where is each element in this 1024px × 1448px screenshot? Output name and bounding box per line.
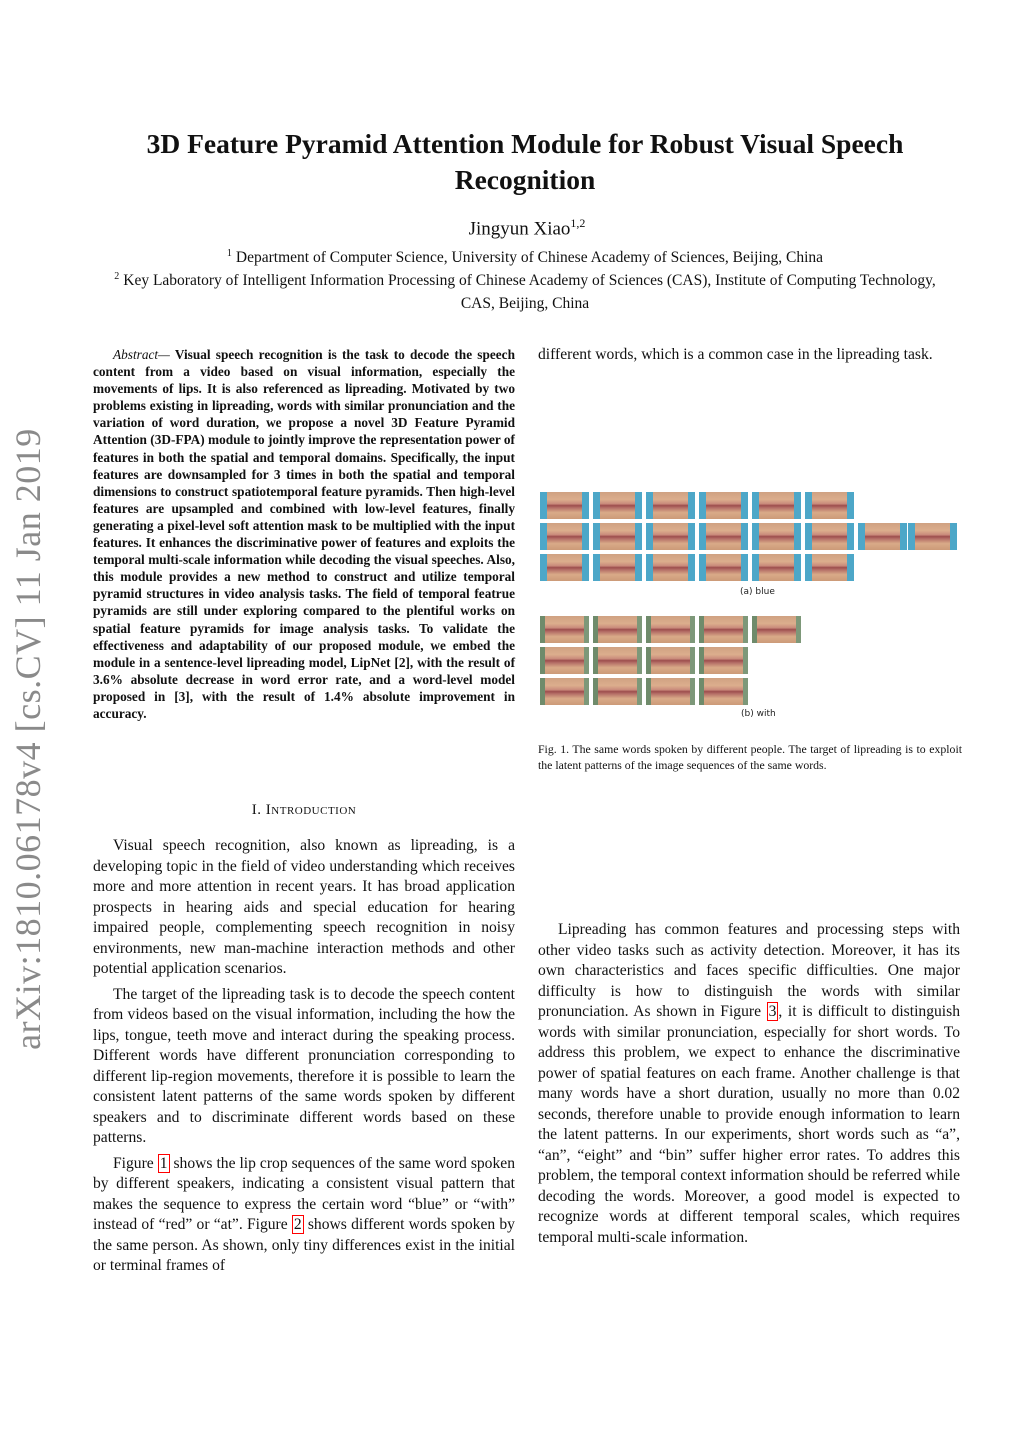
lip-frame [805,523,854,550]
lip-frame [646,616,695,643]
figure-1-caption: Fig. 1. The same words spoken by different people. The target of lipreading is to exploit the latent patterns of the image sequences of the same words. [538,742,962,772]
paragraph-text: , it is difficult to distinguish words with similar pronunciation, especially for short words. To address this problem, we expect to enhance the discriminative power of spatial features on each frame. Another challenge is that many words have a short duration, usually no more than 0.02 seconds, therefore unable to provide enough information to learn the latent patterns. In our experiments, short words such as “a”, “an”, “eight” and “bin” suffer higher error rates. To addres this problem, the temporal context information should be referred while decoding the words. Moreover, a good model is expected to recognize words at different temporal scales, which requires temporal multi-scale information. [538,1003,960,1246]
affiliation-2 [110,265,940,315]
lip-frame [593,678,642,705]
left-column-body [93,836,515,1282]
lip-frame [646,678,695,705]
section-number: I. [251,802,262,818]
lip-frame [908,523,957,550]
lip-frame [593,492,642,519]
figure-2-link[interactable]: 2 [293,1216,302,1233]
lip-frame [540,616,589,643]
section-heading-introduction [93,802,515,819]
lip-frame [646,492,695,519]
lip-frame [593,616,642,643]
lip-frame [593,523,642,550]
paragraph-text: Lipreading has common features and processing steps with other video tasks such as activity detection. Moreover, it has its own characteristics and faces specific difficulties. One major difficulty is how to distinguish the words with similar pronunciation. As shown in Figure [538,921,960,1020]
paragraph-text: shows different words spoken by the same person. As shown, only tiny differences exist in the initial or terminal frames of [93,1216,515,1274]
lip-frame [540,647,589,674]
continuation-paragraph: different words, which is a common case in the lipreading task. [538,346,933,363]
lip-frame [540,492,589,519]
intro-paragraph-2: The target of the lipreading task is to decode the speech content from videos based on the visual information, including the how the lips, tongue, teeth move and interact during the speaking process. Different words have different pronunciation corresponding to different lip-region movements, therefore it is possible to learn the consistent latent patterns of the same words spoken by different speakers and to discriminate different words based on these patterns. [93,985,515,1146]
affiliation-mark: 1 [226,248,232,259]
affiliation-text: Department of Computer Science, University of Chinese Academy of Sciences, Beijing, China [235,249,824,267]
affiliation-mark: 2 [114,271,120,282]
figure-1-link[interactable]: 1 [159,1154,168,1172]
lip-frame [540,523,589,550]
author [0,216,1024,240]
arxiv-identifier: arXiv:1810.06178v4 [cs.CV] 11 Jan 2019 [8,428,48,1050]
abstract-body: Visual speech recognition is the task to decode the speech content from a video based on visual information, especially the movements of lips. It is also referenced as lipreading. Motivated by two problems existing in lipreading, words with similar pronunciation and the variation of word duration, we propose a novel 3D Feature Pyramid Attention (3D-FPA) module to jointly improve the representation power of features in both the spatial and temporal domains. Specifically, the input features are downsampled for 3 times in both the spatial and temporal dimensions to construct spatiotemporal feature pyramids. Then high-level features are upsampled and combined with low-level features, finally generating a pixel-level soft attention mask to be multiplied with the input features. It enhances the discriminative power of features and exploits the temporal multi-scale information while decoding the visual speeches. Also, this module provides a new method to construct and utilize temporal pyramid structures in video analysis tasks. The field of temporal featrue pyramids are still under exploring compared to the plentiful works on spatial feature pyramids for image analysis tasks. To validate the effectiveness and adaptability of our proposed module, we embed the module in a sentence-level lipreading model, LipNet [2], with the result of 3.6% absolute decrease in word error rate, and a word-level model proposed in [3], with the result of 1.4% absolute improvement in accuracy. [93,347,515,721]
lip-frame [752,616,801,643]
figure-1 [540,492,960,722]
lip-frame [646,647,695,674]
lip-frame [699,554,748,581]
lip-frame [858,523,907,550]
lip-frame [805,554,854,581]
subfigure-a-caption: (a) blue [740,587,775,597]
lip-frame [593,554,642,581]
author-name: Jingyun Xiao [468,218,571,240]
lip-frame [540,678,589,705]
figure-3-link[interactable]: 3 [768,1003,777,1020]
author-affiliation-marks: 1,2 [570,216,586,230]
intro-paragraph-3 [93,1154,515,1277]
lip-frame [646,523,695,550]
lip-frame [540,554,589,581]
subfigure-b-caption: (b) with [741,709,776,719]
lip-frame [699,647,748,674]
paragraph-text: shows the lip crop sequences of the same word spoken by different speakers, indicating a consistent visual pattern that makes the sequence to express the certain word “blue” or “with” instead of “red” or “at”. Figure [93,1154,515,1233]
lip-frame [646,554,695,581]
lip-frame [752,492,801,519]
abstract-lead: Abstract— [113,347,170,362]
lip-frame [699,492,748,519]
right-column-continuation [538,345,960,371]
section-title: Introduction [265,802,357,818]
affiliation-text: Key Laboratory of Intelligent Information Processing of Chinese Academy of Sciences (CAS), Institute of Computing Technology, CAS, Beijing, China [123,272,936,313]
right-column-body [538,920,960,1253]
lip-frame [699,523,748,550]
lip-frame [699,616,748,643]
lip-frame [752,523,801,550]
lipreading-paragraph [538,920,960,1248]
paragraph-text: Figure [113,1154,158,1172]
lip-frame [805,492,854,519]
lip-frame [752,554,801,581]
intro-paragraph-1: Visual speech recognition, also known as lipreading, is a developing topic in the field of video understanding which receives more and more attention in recent years. It has broad application prospects in hearing aids and special education for hearing impaired people, complementing speech recognition in noisy environments, new man-machine interaction methods and other potential application scenarios. [93,837,515,977]
paper-title: 3D Feature Pyramid Attention Module for Robust Visual Speech Recognition [146,128,904,195]
abstract [93,346,515,722]
lip-frame [593,647,642,674]
lip-frame [699,678,748,705]
